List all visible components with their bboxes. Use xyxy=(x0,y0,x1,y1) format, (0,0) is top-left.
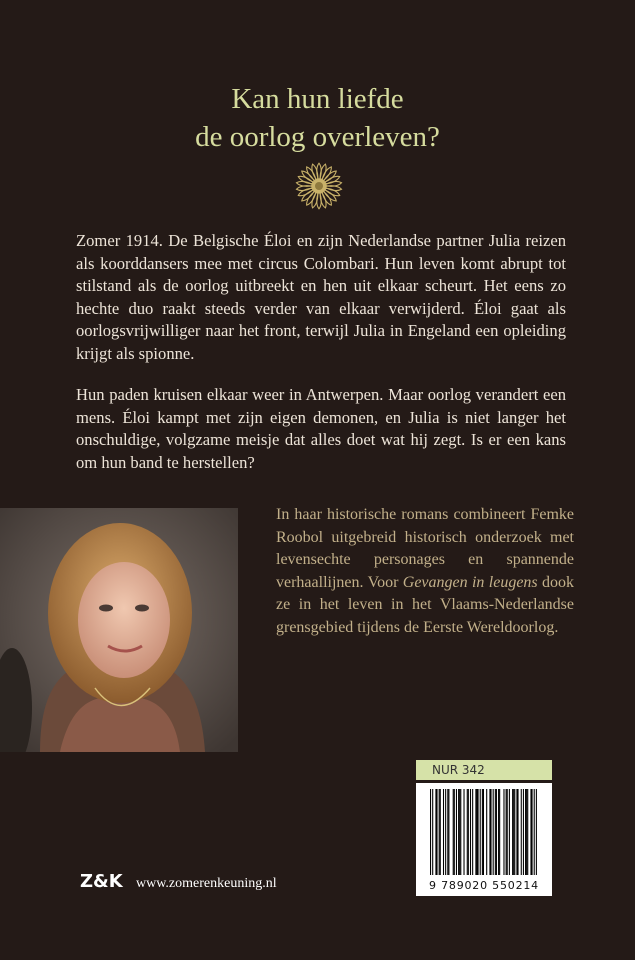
bio-text-before: In haar historische romans combineert Femke Roobol uitgebreid historisch onderzoek met levensechte personages en spannende verhaallijnen. Voor xyxy=(276,506,574,591)
isbn-number: 9 789020 550214 xyxy=(429,879,539,892)
nur-label: NUR 342 xyxy=(416,760,552,780)
publisher-website[interactable]: www.zomerenkeuning.nl xyxy=(136,876,277,891)
barcode-bars xyxy=(430,789,538,875)
synopsis-paragraph-2: Hun paden kruisen elkaar weer in Antwerpen. Maar oorlog verandert een mens. Éloi kampt met zijn eigen demonen, en Julia is niet langer het onschuldige, volgzame meisje dat alles doet wat hij zegt. Is er een kans om hun band te herstellen? xyxy=(76,385,566,472)
author-bio xyxy=(276,504,574,640)
flower-icon xyxy=(289,160,349,212)
headline-line-1: Kan hun liefde xyxy=(231,83,404,115)
synopsis-paragraph-1: Zomer 1914. De Belgische Éloi en zijn Nederlandse partner Julia reizen als koorddansers mee met circus Colombari. Hun leven komt abrupt tot stilstand als de oorlog uitbreekt en hen uit elkaar scheurt. Het eens zo hechte duo raakt steeds verder van elkaar verwijderd. Éloi gaat als oorlogsvrijwilliger naar het front, terwijl Julia in Engeland een opleiding krijgt als spionne. xyxy=(76,231,566,363)
headline xyxy=(0,80,635,156)
bio-text-after: dook ze in het leven in het Vlaams-Nederlandse grensgebied tijdens de Eerste Wereldoorlog. xyxy=(276,573,575,636)
publisher-logo: Z&K xyxy=(80,871,123,892)
author-photo xyxy=(0,508,238,752)
headline-line-2: de oorlog overleven? xyxy=(195,121,440,153)
bio-book-title: Gevangen in leugens xyxy=(402,573,538,591)
barcode xyxy=(416,783,552,896)
